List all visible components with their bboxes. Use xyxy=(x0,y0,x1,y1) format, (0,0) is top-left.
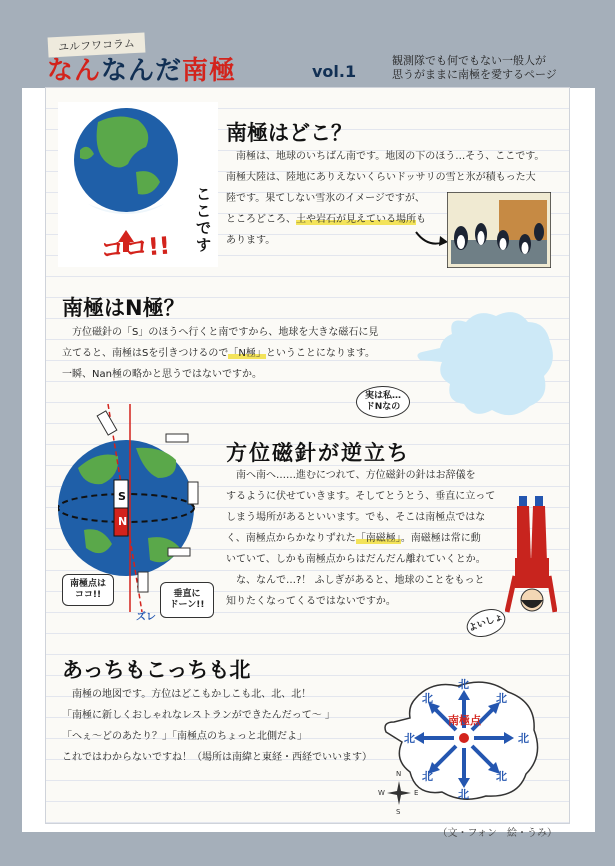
s1-line-2: 南極大陸は、陸地にありえないくらいドッサリの雪と氷が積もった大 xyxy=(226,172,536,183)
s4-line-4: これではわからないですね！（場所は南緯と東経・西経でいいます） xyxy=(62,752,372,763)
section-4-heading: あっちもこっちも北 xyxy=(62,658,251,682)
compass-e: E xyxy=(414,789,419,797)
s3-line-5: いていて、しかも南極点からはだんだん離れていくとか。 xyxy=(226,554,486,565)
s2-line-3: 一瞬、Nan極の略かと思うではないですか。 xyxy=(62,369,262,380)
north-label-left: 北 xyxy=(404,732,415,745)
s4-line-3: 「へぇ～どのあたり？」「南極点のちょっと北側だよ」 xyxy=(62,731,307,742)
antarctica-map xyxy=(412,302,562,426)
s2-line-2: 立てると、南極はSを引きつけるので「N極」ということになります。 xyxy=(62,348,376,359)
s4-line-1: 南極の地図です。方位はどこもかしこも北、北、北！ xyxy=(72,689,312,700)
section-2-heading: 南極はN極？ xyxy=(62,296,185,320)
volume-label: vol.1 xyxy=(312,62,357,81)
s3-line-2: するように伏せていきます。そしてとうとう、垂直に立って xyxy=(226,491,496,502)
title-part-1: なん xyxy=(47,56,102,86)
credit-line: （文・フォン 絵・うみ） xyxy=(437,828,557,839)
s3-line-1: 南へ南へ……進むにつれて、方位磁針の針はお辞儀を xyxy=(236,470,476,481)
north-label-right: 北 xyxy=(518,732,529,745)
compass-s: S xyxy=(396,808,401,816)
n-pole-highlight: 「N極」 xyxy=(228,348,266,359)
series-label: ユルフワコラム xyxy=(48,32,146,57)
s3-line-6: な、なんで…?！ ふしぎがあると、地球のことをもっと xyxy=(236,575,485,586)
speech-bubble-doN: 実は私… ドNなの xyxy=(356,386,410,418)
right-frame xyxy=(595,0,615,866)
north-label-tr: 北 xyxy=(496,692,507,705)
left-frame xyxy=(0,0,22,866)
s1-line-3: 陸です。果てしない雪氷のイメージですが、 xyxy=(226,193,425,204)
section-1-heading: 南極はどこ？ xyxy=(226,121,352,145)
north-label-bottom: 北 xyxy=(458,788,469,801)
section-3-body xyxy=(226,465,516,612)
handstand-person-illustration xyxy=(505,492,557,622)
section-4-body xyxy=(62,684,382,768)
tagline xyxy=(392,54,582,82)
penguin-photo-illustration xyxy=(447,192,551,268)
page-title xyxy=(47,50,236,87)
section-3-heading: 方位磁針が逆立ち xyxy=(226,441,410,465)
tagline-line-1: 観測隊でも何でもない一般人が xyxy=(392,54,546,67)
zure-label: ズレ xyxy=(136,612,156,623)
rock-highlight: 土や岩石が見えている場所 xyxy=(296,214,416,225)
kokodesu-label: ここです xyxy=(196,185,212,254)
s1-line-1: 南極は、地球のいちばん南です。地図の下のほう…そう、ここです。 xyxy=(236,151,545,162)
section-2-body xyxy=(62,322,422,385)
south-magnetic-pole-highlight: 「南磁極」 xyxy=(355,533,401,544)
s1-line-4: ところどころ、土や岩石が見えている場所も xyxy=(226,214,426,225)
yoisho-bubble: よいしょ xyxy=(463,604,509,642)
s3-line-4: く、南極点からかなりずれた「南磁極」。南磁極は常に動 xyxy=(226,533,481,544)
curved-arrow-icon xyxy=(414,228,450,252)
north-label-br: 北 xyxy=(496,770,507,783)
s2-line-1: 方位磁針の「S」のほうへ行くと南ですから、地球を大きな磁石に見 xyxy=(72,327,379,338)
callout-pole: 南極点は ココ!! xyxy=(62,574,114,606)
s4-line-2: 「南極に新しくおしゃれなレストランができたんだって～ 」 xyxy=(62,710,335,721)
south-pole-label: 南極点 xyxy=(448,714,481,727)
s3-line-7: 知りたくなってくるではないですか。 xyxy=(226,596,396,607)
globe-s-label: S xyxy=(118,490,126,503)
compass-n: N xyxy=(396,770,402,778)
title-part-3: 南極 xyxy=(182,56,237,86)
globe-n-label: N xyxy=(118,515,128,528)
title-part-2: なんだ xyxy=(101,56,183,86)
s3-line-3: しまう場所があるといいます。でも、そこは南極点ではな xyxy=(226,512,486,523)
s1-line-5: あります。 xyxy=(226,235,276,246)
north-label-top: 北 xyxy=(458,678,469,691)
tagline-line-2: 思うがままに南極を愛するページ xyxy=(392,68,557,81)
callout-vertical: 垂直に ドーン!! xyxy=(160,582,214,618)
compass-w: W xyxy=(378,789,385,797)
north-label-tl: 北 xyxy=(422,692,433,705)
north-label-bl: 北 xyxy=(422,770,433,783)
koko-label: ココ!! xyxy=(99,231,171,265)
